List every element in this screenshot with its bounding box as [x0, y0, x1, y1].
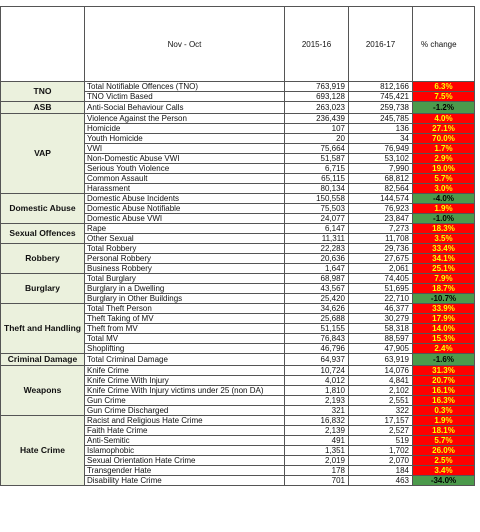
offence-label: Disability Hate Crime — [85, 476, 285, 486]
value-2015-16: 75,503 — [285, 204, 349, 214]
header-year-2016-17: 2016-17 — [349, 7, 413, 82]
value-2015-16: 65,115 — [285, 174, 349, 184]
percent-change: 27.1% — [413, 124, 475, 134]
offence-label: Domestic Abuse Notifiable — [85, 204, 285, 214]
value-2015-16: 6,715 — [285, 164, 349, 174]
percent-change: 26.0% — [413, 446, 475, 456]
offence-label: Total Burglary — [85, 274, 285, 284]
value-2016-17: 2,061 — [349, 264, 413, 274]
value-2016-17: 30,279 — [349, 314, 413, 324]
group-label: TNO — [1, 82, 85, 102]
offence-label: Burglary in a Dwelling — [85, 284, 285, 294]
offence-label: Business Robbery — [85, 264, 285, 274]
value-2016-17: 74,405 — [349, 274, 413, 284]
percent-change: 33.4% — [413, 244, 475, 254]
offence-label: Violence Against the Person — [85, 114, 285, 124]
value-2016-17: 17,157 — [349, 416, 413, 426]
offence-label: Islamophobic — [85, 446, 285, 456]
value-2015-16: 51,587 — [285, 154, 349, 164]
table-row — [1, 366, 475, 376]
value-2015-16: 763,919 — [285, 82, 349, 92]
value-2016-17: 22,710 — [349, 294, 413, 304]
offence-label: Sexual Orientation Hate Crime — [85, 456, 285, 466]
offence-label: Faith Hate Crime — [85, 426, 285, 436]
value-2016-17: 322 — [349, 406, 413, 416]
percent-change: 6.3% — [413, 82, 475, 92]
value-2016-17: 29,736 — [349, 244, 413, 254]
value-2016-17: 245,785 — [349, 114, 413, 124]
percent-change: 0.3% — [413, 406, 475, 416]
value-2015-16: 46,796 — [285, 344, 349, 354]
value-2016-17: 82,564 — [349, 184, 413, 194]
value-2015-16: 11,311 — [285, 234, 349, 244]
value-2015-16: 20 — [285, 134, 349, 144]
value-2015-16: 150,558 — [285, 194, 349, 204]
value-2015-16: 693,128 — [285, 92, 349, 102]
percent-change: 16.1% — [413, 386, 475, 396]
percent-change: 18.7% — [413, 284, 475, 294]
header-year-2015-16: 2015-16 — [285, 7, 349, 82]
group-label: Hate Crime — [1, 416, 85, 486]
value-2015-16: 68,987 — [285, 274, 349, 284]
percent-change: -1.6% — [413, 354, 475, 366]
offence-label: Knife Crime With Injury — [85, 376, 285, 386]
percent-change: 18.3% — [413, 224, 475, 234]
value-2015-16: 107 — [285, 124, 349, 134]
percent-change: 2.4% — [413, 344, 475, 354]
table-row — [1, 304, 475, 314]
value-2015-16: 34,626 — [285, 304, 349, 314]
offence-label: Other Sexual — [85, 234, 285, 244]
percent-change: 2.9% — [413, 154, 475, 164]
value-2016-17: 34 — [349, 134, 413, 144]
header-percent-change: % change — [413, 7, 475, 82]
value-2015-16: 43,567 — [285, 284, 349, 294]
group-label: Criminal Damage — [1, 354, 85, 366]
value-2016-17: 144,574 — [349, 194, 413, 204]
percent-change: 14.0% — [413, 324, 475, 334]
table-row — [1, 114, 475, 124]
value-2015-16: 10,724 — [285, 366, 349, 376]
header-row — [1, 7, 475, 82]
percent-change: 1.9% — [413, 204, 475, 214]
percent-change: 34.1% — [413, 254, 475, 264]
value-2016-17: 63,919 — [349, 354, 413, 366]
value-2016-17: 7,990 — [349, 164, 413, 174]
table-row — [1, 224, 475, 234]
group-label: Sexual Offences — [1, 224, 85, 244]
value-2016-17: 53,102 — [349, 154, 413, 164]
percent-change: 18.1% — [413, 426, 475, 436]
group-label: ASB — [1, 102, 85, 114]
value-2015-16: 2,193 — [285, 396, 349, 406]
value-2015-16: 51,155 — [285, 324, 349, 334]
table-body — [1, 82, 475, 486]
value-2015-16: 4,012 — [285, 376, 349, 386]
header-period: Nov - Oct — [85, 7, 285, 82]
offence-label: Knife Crime With Injury victims under 25 (non DA) — [85, 386, 285, 396]
table-row — [1, 274, 475, 284]
percent-change: -1.0% — [413, 214, 475, 224]
percent-change: 16.3% — [413, 396, 475, 406]
offence-label: Serious Youth Violence — [85, 164, 285, 174]
offence-label: Personal Robbery — [85, 254, 285, 264]
value-2015-16: 6,147 — [285, 224, 349, 234]
percent-change: 4.0% — [413, 114, 475, 124]
offence-label: Burglary in Other Buildings — [85, 294, 285, 304]
value-2016-17: 23,847 — [349, 214, 413, 224]
crime-statistics-table — [0, 6, 475, 486]
offence-label: Gun Crime Discharged — [85, 406, 285, 416]
offence-label: VWI — [85, 144, 285, 154]
offence-label: Total Notifiable Offences (TNO) — [85, 82, 285, 92]
percent-change: 1.9% — [413, 416, 475, 426]
offence-label: Gun Crime — [85, 396, 285, 406]
percent-change: 3.0% — [413, 184, 475, 194]
value-2016-17: 7,273 — [349, 224, 413, 234]
value-2016-17: 68,812 — [349, 174, 413, 184]
percent-change: 3.5% — [413, 234, 475, 244]
value-2015-16: 64,937 — [285, 354, 349, 366]
offence-label: Total MV — [85, 334, 285, 344]
table-row — [1, 82, 475, 92]
offence-label: Total Robbery — [85, 244, 285, 254]
offence-label: Common Assault — [85, 174, 285, 184]
percent-change: -4.0% — [413, 194, 475, 204]
percent-change: -1.2% — [413, 102, 475, 114]
value-2016-17: 2,102 — [349, 386, 413, 396]
value-2016-17: 2,070 — [349, 456, 413, 466]
percent-change: -34.0% — [413, 476, 475, 486]
value-2015-16: 1,351 — [285, 446, 349, 456]
value-2016-17: 463 — [349, 476, 413, 486]
offence-label: Transgender Hate — [85, 466, 285, 476]
table-row — [1, 354, 475, 366]
percent-change: 19.0% — [413, 164, 475, 174]
value-2016-17: 58,318 — [349, 324, 413, 334]
value-2016-17: 47,905 — [349, 344, 413, 354]
offence-label: TNO Victim Based — [85, 92, 285, 102]
value-2016-17: 2,551 — [349, 396, 413, 406]
value-2015-16: 80,134 — [285, 184, 349, 194]
value-2016-17: 812,166 — [349, 82, 413, 92]
value-2015-16: 236,439 — [285, 114, 349, 124]
percent-change: 7.9% — [413, 274, 475, 284]
offence-label: Non-Domestic Abuse VWI — [85, 154, 285, 164]
offence-label: Domestic Abuse Incidents — [85, 194, 285, 204]
offence-label: Total Theft Person — [85, 304, 285, 314]
value-2016-17: 51,695 — [349, 284, 413, 294]
value-2016-17: 519 — [349, 436, 413, 446]
offence-label: Anti-Social Behaviour Calls — [85, 102, 285, 114]
value-2016-17: 88,597 — [349, 334, 413, 344]
percent-change: 2.5% — [413, 456, 475, 466]
value-2015-16: 1,810 — [285, 386, 349, 396]
value-2015-16: 321 — [285, 406, 349, 416]
group-label: Robbery — [1, 244, 85, 274]
group-label: Domestic Abuse — [1, 194, 85, 224]
percent-change: -10.7% — [413, 294, 475, 304]
value-2016-17: 14,076 — [349, 366, 413, 376]
value-2015-16: 2,139 — [285, 426, 349, 436]
value-2015-16: 25,420 — [285, 294, 349, 304]
percent-change: 3.4% — [413, 466, 475, 476]
value-2016-17: 46,377 — [349, 304, 413, 314]
value-2015-16: 25,688 — [285, 314, 349, 324]
value-2016-17: 11,708 — [349, 234, 413, 244]
value-2015-16: 24,077 — [285, 214, 349, 224]
percent-change: 7.5% — [413, 92, 475, 102]
group-label: Burglary — [1, 274, 85, 304]
value-2015-16: 16,832 — [285, 416, 349, 426]
offence-label: Anti-Semitic — [85, 436, 285, 446]
group-label: Theft and Handling — [1, 304, 85, 354]
value-2015-16: 701 — [285, 476, 349, 486]
offence-label: Racist and Religious Hate Crime — [85, 416, 285, 426]
percent-change: 17.9% — [413, 314, 475, 324]
value-2015-16: 1,647 — [285, 264, 349, 274]
percent-change: 70.0% — [413, 134, 475, 144]
group-label: Weapons — [1, 366, 85, 416]
value-2015-16: 2,019 — [285, 456, 349, 466]
offence-label: Youth Homicide — [85, 134, 285, 144]
percent-change: 25.1% — [413, 264, 475, 274]
value-2015-16: 75,664 — [285, 144, 349, 154]
percent-change: 31.3% — [413, 366, 475, 376]
offence-label: Domestic Abuse VWI — [85, 214, 285, 224]
table-row — [1, 244, 475, 254]
table-row — [1, 416, 475, 426]
offence-label: Homicide — [85, 124, 285, 134]
value-2015-16: 20,636 — [285, 254, 349, 264]
percent-change: 20.7% — [413, 376, 475, 386]
value-2016-17: 259,738 — [349, 102, 413, 114]
percent-change: 33.9% — [413, 304, 475, 314]
value-2015-16: 22,283 — [285, 244, 349, 254]
offence-label: Theft from MV — [85, 324, 285, 334]
offence-label: Rape — [85, 224, 285, 234]
group-label: VAP — [1, 114, 85, 194]
offence-label: Knife Crime — [85, 366, 285, 376]
value-2015-16: 263,023 — [285, 102, 349, 114]
value-2016-17: 2,527 — [349, 426, 413, 436]
table-row — [1, 194, 475, 204]
value-2016-17: 136 — [349, 124, 413, 134]
percent-change: 5.7% — [413, 436, 475, 446]
header-group-cell — [1, 7, 85, 82]
value-2016-17: 27,675 — [349, 254, 413, 264]
offence-label: Shoplifting — [85, 344, 285, 354]
value-2016-17: 76,949 — [349, 144, 413, 154]
offence-label: Theft Taking of MV — [85, 314, 285, 324]
value-2015-16: 178 — [285, 466, 349, 476]
offence-label: Total Criminal Damage — [85, 354, 285, 366]
percent-change: 5.7% — [413, 174, 475, 184]
offence-label: Harassment — [85, 184, 285, 194]
value-2015-16: 491 — [285, 436, 349, 446]
percent-change: 15.3% — [413, 334, 475, 344]
value-2016-17: 745,421 — [349, 92, 413, 102]
value-2016-17: 184 — [349, 466, 413, 476]
value-2016-17: 4,841 — [349, 376, 413, 386]
value-2016-17: 76,923 — [349, 204, 413, 214]
value-2016-17: 1,702 — [349, 446, 413, 456]
table-row — [1, 102, 475, 114]
percent-change: 1.7% — [413, 144, 475, 154]
value-2015-16: 76,843 — [285, 334, 349, 344]
